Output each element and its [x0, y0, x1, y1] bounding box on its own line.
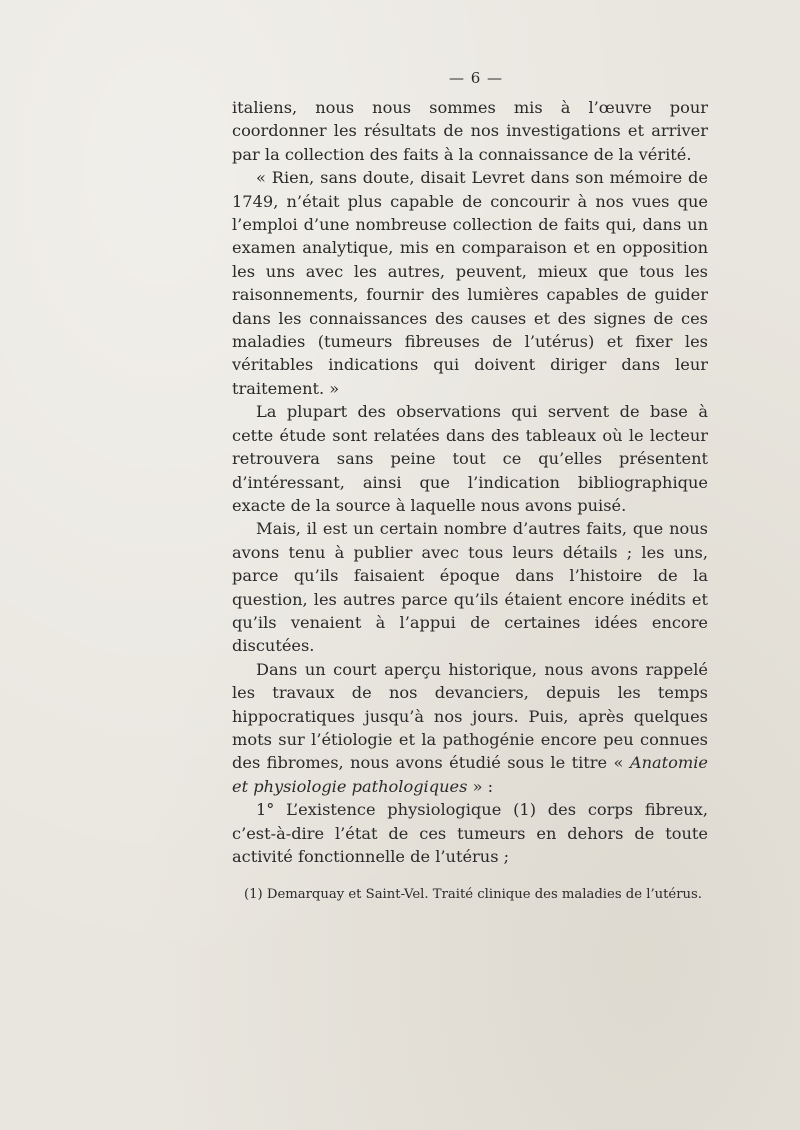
paragraph-text: Dans un court aperçu historique, nous avons rappelé les travaux de nos devanciers, depuis les temps hippocratiques jusqu’à nos jours. Puis, après quelques mots sur l’étiologie et la pathogénie encore peu connues des fibromes, nous avons étudié sous le titre « [232, 659, 708, 773]
paragraph: Mais, il est un certain nombre d’autres faits, que nous avons tenu à publier avec tous leurs détails ; les uns, parce qu’ils faisaient époque dans l’histoire de la question, les autres parce qu’ils étaient encore inédits et qu’ils venaient à l’appui de certaines idées encore discutées. [232, 519, 708, 656]
paragraph-text: » : [467, 776, 494, 796]
paragraph [232, 658, 708, 798]
footnote: (1) Demarquay et Saint-Vel. Traité clinique des maladies de l’utérus. [244, 887, 702, 903]
paragraph: italiens, nous nous sommes mis à l’œuvre pour coordonner les résultats de nos investigations et arriver par la collection des faits à la connaissance de la vérité. [232, 98, 708, 164]
paragraph: La plupart des observations qui servent de base à cette étude sont relatées dans des tableaux où le lecteur retrouvera sans peine tout ce qu’elles présentent d’intéressant, ainsi que l’indication bibliographique exacte de la source à laquelle nous avons puisé. [232, 402, 708, 515]
paragraph: « Rien, sans doute, disait Levret dans son mémoire de 1749, n’était plus capable de concourir à nos vues que l’emploi d’une nombreuse collection de faits qui, dans un examen analytique, mis en comparaison et en opposition les uns avec les autres, peuvent, mieux que tous les raisonnements, fournir des lumières capables de guider dans les connaissances des causes et des signes de ces maladies (tumeurs fibreuses de l’utérus) et fixer les véritables indications qui doivent diriger dans leur traitement. » [232, 168, 708, 398]
document-page [232, 68, 708, 904]
page-number: — 6 — [448, 69, 504, 87]
footnote-spacer [232, 868, 708, 886]
body-text [232, 96, 708, 868]
section-title-italic: Anatomie et physiologie pathologiques [232, 753, 708, 796]
paragraph: 1° L’existence physiologique (1) des corps fibreux, c’est-à-dire l’état de ces tumeurs en dehors de toute activité fonctionnelle de l’utérus ; [232, 800, 708, 866]
